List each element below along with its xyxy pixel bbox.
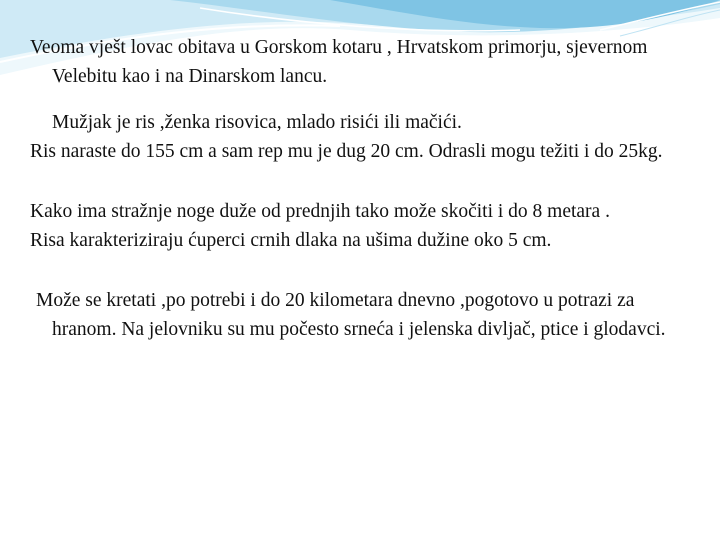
paragraph-habitat: Veoma vješt lovac obitava u Gorskom kotaru , Hrvatskom primorju, sjevernom Velebitu kao i na Dinarskom lancu. bbox=[30, 37, 648, 87]
paragraph-size: Ris naraste do 155 cm a sam rep mu je dug 20 cm. Odrasli mogu težiti i do 25kg. bbox=[30, 141, 663, 162]
paragraph-ears: Risa karakteriziraju ćuperci crnih dlaka na ušima dužine oko 5 cm. bbox=[30, 230, 552, 251]
slide-body bbox=[30, 33, 700, 344]
paragraph-names: Mužjak je ris ,ženka risovica, mlado risići ili mačići. bbox=[52, 112, 462, 133]
paragraph-diet: Može se kretati ,po potrebi i do 20 kilometara dnevno ,pogotovo u potrazi za hranom. Na jelovniku su mu počesto srneća i jelenska divljač, ptice i glodavci. bbox=[36, 290, 666, 340]
paragraph-legs: Kako ima stražnje noge duže od prednjih tako može skočiti i do 8 metara . bbox=[30, 201, 610, 222]
